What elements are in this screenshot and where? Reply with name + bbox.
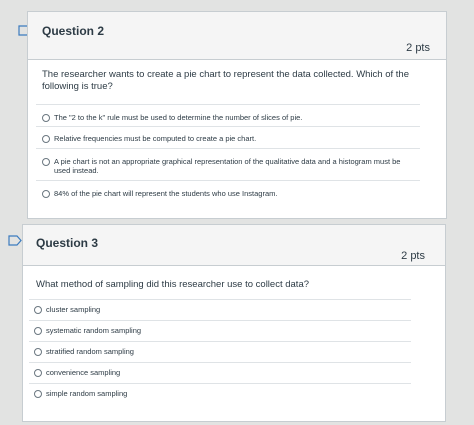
answer-label: cluster sampling: [46, 305, 101, 314]
question-2-answer-3[interactable]: [36, 148, 420, 181]
answer-label: systematic random sampling: [46, 326, 142, 335]
answer-label: A pie chart is not an appropriate graphical representation of the qualitative data and a histogram must be used instead.: [54, 157, 401, 175]
radio-button-icon[interactable]: [34, 369, 42, 377]
answer-label: The "2 to the k" rule must be used to determine the number of slices of pie.: [54, 113, 303, 122]
question-3-answer-3[interactable]: [29, 341, 411, 363]
question-3-points: 2 pts: [401, 250, 425, 262]
radio-button-icon[interactable]: [34, 390, 42, 398]
radio-button-icon[interactable]: [34, 348, 42, 356]
question-3-card: [22, 224, 446, 422]
question-3-text: What method of sampling did this researcher use to collect data?: [36, 279, 310, 290]
question-3-answer-2[interactable]: [29, 320, 411, 342]
question-2-answer-4[interactable]: [36, 180, 420, 203]
radio-button-icon[interactable]: [34, 327, 42, 335]
question-2-text: The researcher wants to create a pie chart to represent the data collected. Which of the following is true?: [42, 69, 410, 92]
answer-label: stratified random sampling: [46, 347, 134, 356]
question-2-answer-2[interactable]: [36, 126, 420, 149]
question-2-header: [28, 12, 446, 60]
answer-label: 84% of the pie chart will represent the students who use Instagram.: [54, 189, 278, 198]
radio-button-icon[interactable]: [42, 135, 50, 143]
question-3-title: Question 3: [36, 236, 99, 250]
question-2-points: 2 pts: [406, 42, 430, 54]
radio-button-icon[interactable]: [42, 190, 50, 198]
question-2-card: [27, 11, 447, 219]
question-3-answer-1[interactable]: [29, 299, 411, 321]
question-3-answer-5[interactable]: [29, 383, 411, 405]
radio-button-icon[interactable]: [34, 306, 42, 314]
question-2-title: Question 2: [42, 24, 105, 38]
question-3-header: [23, 225, 445, 266]
question-3-answer-4[interactable]: [29, 362, 411, 384]
answer-label: simple random sampling: [46, 389, 128, 398]
flag-question-icon[interactable]: [8, 235, 22, 246]
radio-button-icon[interactable]: [42, 158, 50, 166]
radio-button-icon[interactable]: [42, 114, 50, 122]
question-2-answer-1[interactable]: [36, 104, 420, 127]
answer-label: Relative frequencies must be computed to create a pie chart.: [54, 134, 257, 143]
answer-label: convenience sampling: [46, 368, 121, 377]
